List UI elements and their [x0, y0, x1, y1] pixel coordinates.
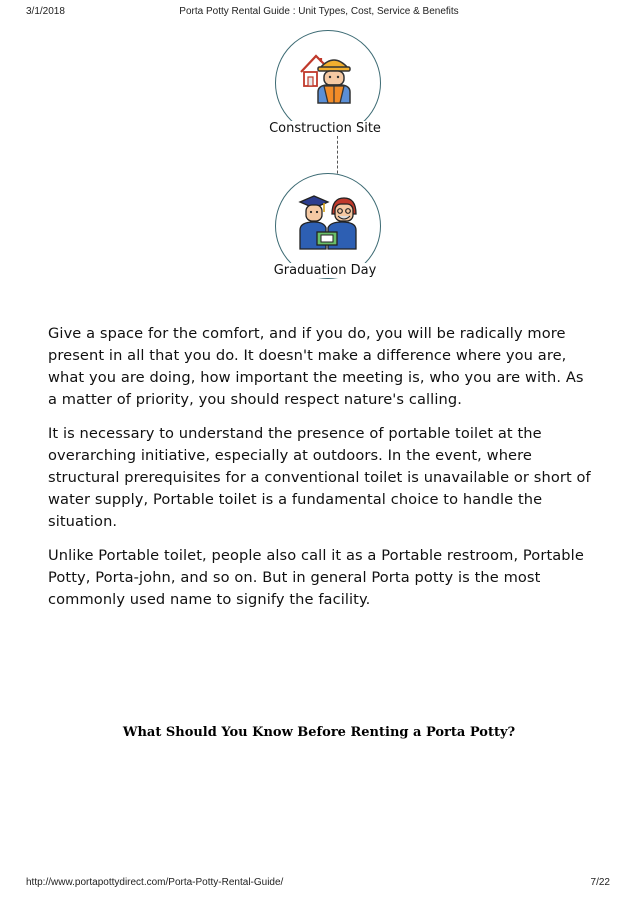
section-heading: What Should You Know Before Renting a Porta Potty? — [122, 725, 516, 740]
print-date: 3/1/2018 — [26, 6, 65, 17]
timeline-label-graduation: Graduation Day — [225, 263, 425, 278]
construction-worker-icon — [298, 48, 356, 104]
paragraph: It is necessary to understand the presence of portable toilet at the overarching initiative, especially at outdoors. In the event, where structural prerequisites for a conventional toilet is unavailable or short of water supply, Portable toilet is a fundamental choice to handle the situation. — [48, 425, 591, 530]
article-body — [48, 323, 596, 623]
page-number: 7/22 — [590, 877, 610, 888]
timeline — [0, 0, 638, 300]
footer-url[interactable]: http://www.portapottydirect.com/Porta-Potty-Rental-Guide/ — [26, 877, 284, 888]
paragraph: Give a space for the comfort, and if you do, you will be radically more present in all that you do. It doesn't make a difference where you are, what you are doing, how important the meeting is, who you are with. As a matter of priority, you should respect nature's calling. — [48, 325, 584, 408]
page-title: Porta Potty Rental Guide : Unit Types, Cost, Service & Benefits — [179, 6, 459, 17]
graduates-icon — [296, 192, 358, 250]
paragraph: Unlike Portable toilet, people also call it as a Portable restroom, Portable Potty, Porta-john, and so on. But in general Porta potty is the most commonly used name to signify the facility. — [48, 547, 584, 608]
timeline-label-construction: Construction Site — [225, 121, 425, 136]
